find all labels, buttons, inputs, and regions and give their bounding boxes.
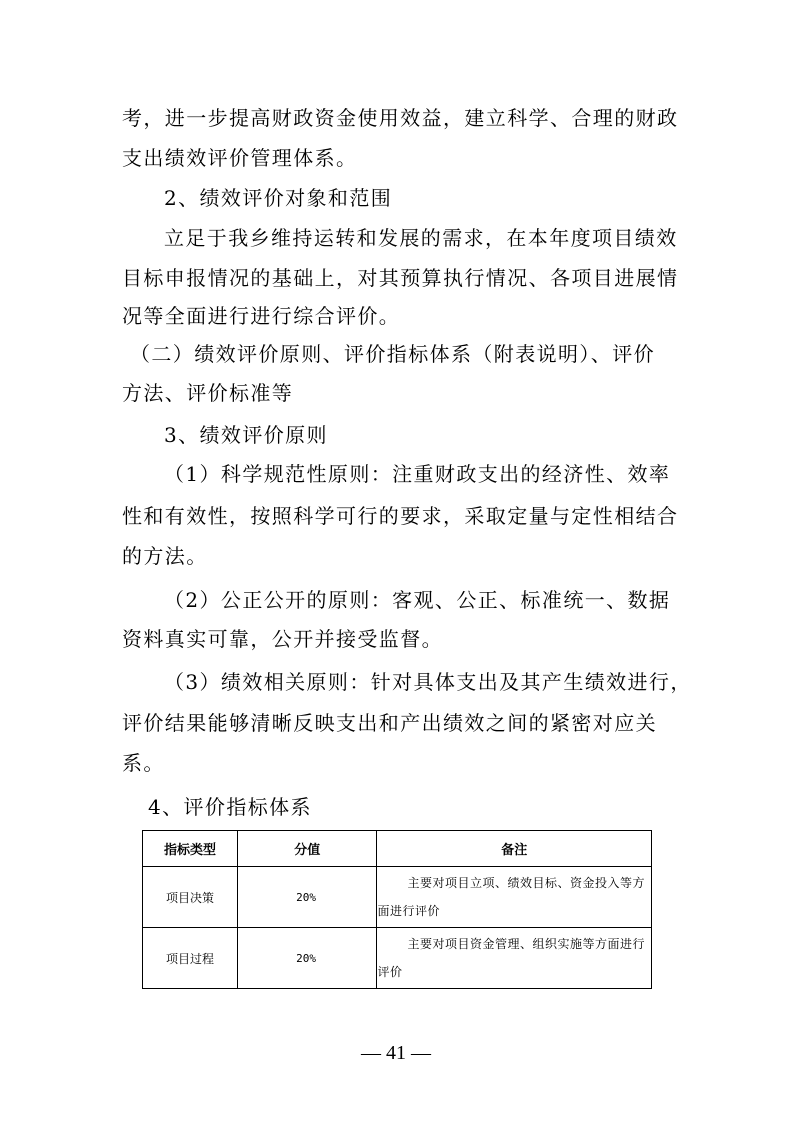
table-header-cell: 指标类型 (143, 831, 238, 867)
body-line: （3）绩效相关原则：针对具体支出及其产生绩效进行， (164, 670, 692, 694)
indicator-table (142, 830, 652, 989)
section-heading: 3、绩效评价原则 (164, 423, 328, 447)
body-line: 性和有效性，按照科学可行的要求，采取定量与定性相结合 (122, 504, 679, 528)
body-line: （2）公正公开的原则：客观、公正、标准统一、数据 (164, 588, 671, 612)
table-header-cell: 备注 (377, 831, 652, 867)
note-text: 主要对项目立项、绩效目标、资金投入等方面进行评价 (377, 876, 645, 918)
table-header-cell: 分值 (238, 831, 377, 867)
section-heading: （二）绩效评价原则、评价指标体系（附表说明）、评价 (130, 342, 655, 366)
body-line: 立足于我乡维持运转和发展的需求，在本年度项目绩效 (164, 226, 678, 250)
note-cell (377, 867, 652, 928)
note-cell (377, 928, 652, 989)
body-line: 目标申报情况的基础上，对其预算执行情况、各项目进展情 (122, 266, 679, 290)
body-line: 支出绩效评价管理体系。 (122, 146, 358, 170)
note-text: 主要对项目资金管理、组织实施等方面进行评价 (377, 937, 645, 979)
section-heading: 方法、评价标准等 (122, 381, 294, 405)
body-line: 考，进一步提高财政资金使用效益，建立科学、合理的财政 (122, 106, 679, 130)
score-cell: 20% (238, 867, 377, 928)
section-heading: 2、绩效评价对象和范围 (164, 186, 393, 210)
body-line: 资料真实可靠，公开并接受监督。 (122, 627, 443, 651)
indicator-type-cell: 项目过程 (143, 928, 238, 989)
table-header-row (143, 831, 652, 867)
table-row (143, 928, 652, 989)
page-number: — 41 — (361, 1042, 431, 1064)
body-line: 的方法。 (122, 544, 208, 568)
indicator-type-cell: 项目决策 (143, 867, 238, 928)
section-heading: 4、评价指标体系 (148, 795, 312, 819)
body-line: （1）科学规范性原则：注重财政支出的经济性、效率 (164, 462, 671, 486)
body-line: 况等全面进行进行综合评价。 (122, 304, 401, 328)
body-line: 系。 (122, 751, 165, 775)
score-cell: 20% (238, 928, 377, 989)
body-line: 评价结果能够清晰反映支出和产出绩效之间的紧密对应关 (122, 711, 657, 735)
table-row (143, 867, 652, 928)
